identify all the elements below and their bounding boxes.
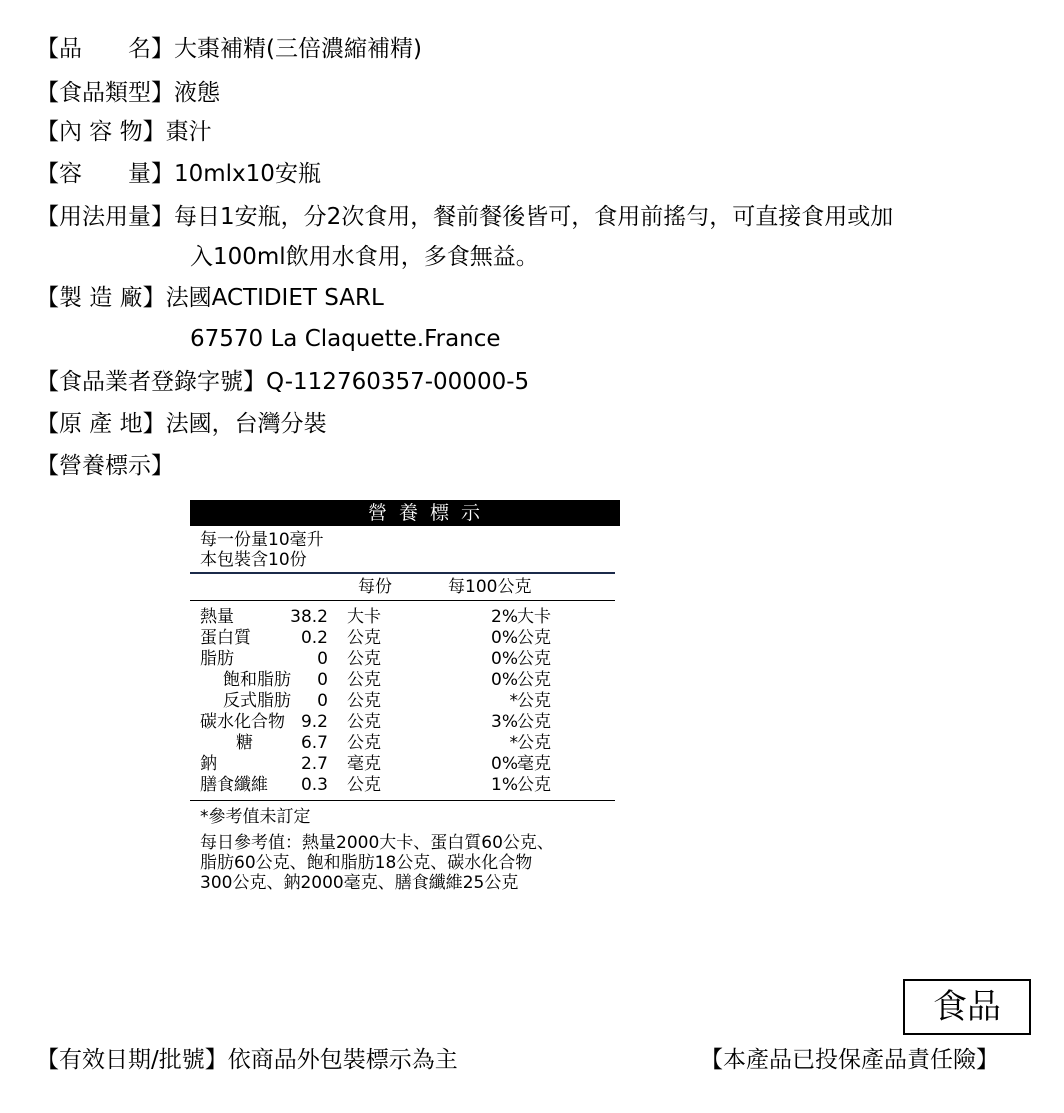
field-origin bbox=[36, 410, 327, 438]
field-registration-label: 【食品業者登錄字號】 bbox=[36, 369, 266, 395]
footnote-note: *參考值未訂定 bbox=[200, 807, 311, 827]
nutrient-per-100g: 0% bbox=[491, 754, 518, 774]
field-usage bbox=[36, 203, 893, 231]
nutrient-per-100g: 0% bbox=[491, 649, 518, 669]
nutrient-unit: 公克 bbox=[347, 628, 381, 648]
field-usage-value: 每日1安瓶，分2次食用，餐前餐後皆可，食用前搖勻，可直接食用或加 bbox=[174, 204, 894, 230]
field-maker-value: 法國ACTIDIET SARL bbox=[165, 285, 384, 311]
nutrient-unit: 公克 bbox=[347, 733, 381, 753]
nutrition-columns bbox=[190, 574, 620, 600]
nutrient-unit: 公克 bbox=[517, 670, 551, 690]
nutrition-heading-label: 【營養標示】 bbox=[36, 453, 174, 479]
nutrition-items bbox=[190, 601, 620, 796]
nutrient-per-100g: * bbox=[509, 733, 518, 753]
nutrient-unit: 毫克 bbox=[517, 754, 551, 774]
field-maker bbox=[36, 284, 384, 312]
nutrient-name: 脂肪 bbox=[200, 649, 234, 669]
field-maker-address: 67570 La Claquette.France bbox=[190, 326, 501, 352]
nutrient-unit: 公克 bbox=[347, 670, 381, 690]
nutrient-row bbox=[190, 691, 620, 712]
nutrient-row bbox=[190, 733, 620, 754]
field-contents-label: 【內 容 物】 bbox=[36, 119, 166, 145]
field-registration bbox=[36, 368, 529, 396]
field-type-label: 【食品類型】 bbox=[36, 80, 174, 106]
nutrient-per-serving: 0 bbox=[317, 649, 328, 669]
nutrient-unit: 公克 bbox=[347, 649, 381, 669]
nutrient-row bbox=[190, 712, 620, 733]
nutrient-unit: 公克 bbox=[517, 733, 551, 753]
nutrient-name: 蛋白質 bbox=[200, 628, 251, 648]
nutrient-per-serving: 38.2 bbox=[290, 607, 328, 627]
nutrient-per-serving: 0.3 bbox=[300, 775, 328, 795]
nutrient-unit: 公克 bbox=[347, 712, 381, 732]
nutrient-row bbox=[190, 607, 620, 628]
field-contents-value: 棗汁 bbox=[165, 119, 212, 145]
nutrient-per-100g: 0% bbox=[491, 670, 518, 690]
nutrient-unit: 公克 bbox=[517, 628, 551, 648]
nutrient-row bbox=[190, 754, 620, 775]
nutrient-row bbox=[190, 649, 620, 670]
nutrient-per-100g: * bbox=[509, 691, 518, 711]
nutrient-row bbox=[190, 628, 620, 649]
field-name-value: 大棗補精(三倍濃縮補精) bbox=[174, 36, 422, 62]
nutrient-per-100g: 1% bbox=[491, 775, 518, 795]
nutrient-name: 膳食纖維 bbox=[200, 775, 268, 795]
nutrition-footnote bbox=[190, 801, 620, 893]
nutrient-per-100g: 2% bbox=[491, 607, 518, 627]
field-registration-value: Q-112760357-00000-5 bbox=[266, 369, 530, 395]
col-per-100g: 每100公克 bbox=[448, 577, 532, 597]
field-maker-label: 【製 造 廠】 bbox=[36, 285, 166, 311]
serving-size: 每一份量10毫升 bbox=[200, 530, 324, 550]
nutrient-row bbox=[190, 775, 620, 796]
nutrient-name: 鈉 bbox=[200, 754, 217, 774]
nutrient-per-serving: 0 bbox=[317, 670, 328, 690]
nutrient-unit: 大卡 bbox=[517, 607, 551, 627]
nutrient-per-serving: 9.2 bbox=[300, 712, 328, 732]
field-type bbox=[36, 79, 220, 107]
nutrient-per-serving: 6.7 bbox=[300, 733, 328, 753]
nutrition-table bbox=[190, 500, 620, 893]
insurance-note: 【本產品已投保產品責任險】 bbox=[700, 1047, 999, 1073]
nutrient-name: 熱量 bbox=[200, 607, 234, 627]
nutrient-unit: 毫克 bbox=[347, 754, 381, 774]
nutrient-unit: 公克 bbox=[347, 775, 381, 795]
col-per-serving: 每份 bbox=[358, 577, 392, 597]
nutrient-unit: 公克 bbox=[347, 691, 381, 711]
nutrient-row bbox=[190, 670, 620, 691]
nutrient-unit: 公克 bbox=[517, 649, 551, 669]
nutrient-name: 反式脂肪 bbox=[223, 691, 291, 711]
nutrient-unit: 大卡 bbox=[347, 607, 381, 627]
nutrient-name: 糖 bbox=[236, 733, 253, 753]
nutrient-per-100g: 0% bbox=[491, 628, 518, 648]
nutrient-name: 飽和脂肪 bbox=[223, 670, 291, 690]
field-name bbox=[36, 35, 422, 63]
field-origin-label: 【原 產 地】 bbox=[36, 411, 166, 437]
field-type-value: 液態 bbox=[174, 80, 220, 106]
field-volume-label: 【容 量】 bbox=[36, 161, 174, 187]
field-origin-value: 法國，台灣分裝 bbox=[165, 411, 327, 437]
daily-reference-line: 脂肪60公克、飽和脂肪18公克、碳水化合物 bbox=[200, 853, 533, 873]
field-volume-value: 10mlx10安瓶 bbox=[174, 161, 321, 187]
nutrition-serving-info bbox=[190, 526, 620, 570]
nutrient-per-serving: 0 bbox=[317, 691, 328, 711]
nutrition-title: 營養標示 bbox=[190, 500, 620, 526]
field-name-label: 【品 名】 bbox=[36, 36, 174, 62]
nutrient-per-100g: 3% bbox=[491, 712, 518, 732]
field-volume bbox=[36, 160, 321, 188]
nutrient-unit: 公克 bbox=[517, 712, 551, 732]
expiry-note: 【有效日期/批號】依商品外包裝標示為主 bbox=[36, 1047, 458, 1073]
field-usage-value-cont: 入100ml飲用水食用，多食無益。 bbox=[190, 244, 539, 270]
nutrient-unit: 公克 bbox=[517, 775, 551, 795]
nutrient-unit: 公克 bbox=[517, 691, 551, 711]
nutrient-per-serving: 2.7 bbox=[300, 754, 328, 774]
servings-per-package: 本包裝含10份 bbox=[200, 550, 307, 570]
field-usage-label: 【用法用量】 bbox=[36, 204, 174, 230]
field-contents bbox=[36, 118, 212, 146]
daily-reference-line: 300公克、鈉2000毫克、膳食纖維25公克 bbox=[200, 873, 519, 893]
daily-reference-line: 每日參考值：熱量2000大卡、蛋白質60公克、 bbox=[200, 833, 554, 853]
field-nutrition-heading bbox=[36, 452, 174, 480]
nutrient-per-serving: 0.2 bbox=[300, 628, 328, 648]
food-category-badge: 食品 bbox=[903, 979, 1031, 1035]
nutrient-name: 碳水化合物 bbox=[200, 712, 285, 732]
